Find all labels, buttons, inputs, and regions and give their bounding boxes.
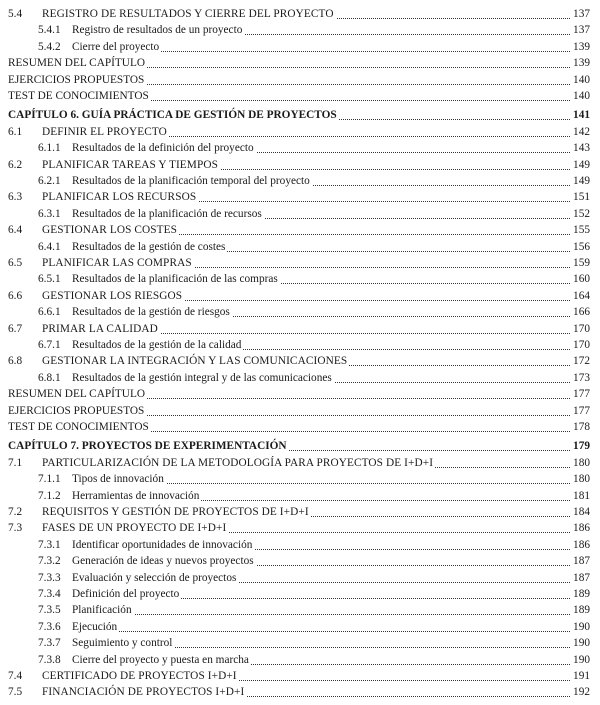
toc-entry-page: 184 — [570, 504, 590, 521]
toc-entry-number: 7.1 — [8, 456, 23, 469]
toc-entry-page: 190 — [570, 635, 590, 652]
toc-entry-page: 186 — [570, 537, 590, 554]
toc-entry-title: Cierre del proyecto — [72, 39, 161, 56]
toc-entry-title: FINANCIACIÓN DE PROYECTOS I+D+I — [42, 684, 246, 701]
toc-entry-page: 142 — [570, 124, 590, 141]
toc-entry-number: 6.3.1 — [38, 207, 61, 220]
toc-entry-number: 7.3 — [8, 522, 23, 535]
toc-entry-title: GESTIONAR LA INTEGRACIÓN Y LAS COMUNICACIONES — [42, 353, 349, 370]
toc-entry-page: 179 — [570, 438, 590, 455]
toc-entry-page: 155 — [570, 222, 590, 239]
toc-entry — [0, 72, 600, 89]
toc-entry — [0, 206, 600, 223]
toc-entry — [0, 189, 600, 206]
toc-entry-number: 6.8.1 — [38, 371, 61, 384]
toc-entry-page: 190 — [570, 619, 590, 636]
toc-entry-title: Herramientas de innovación — [72, 488, 201, 505]
toc-entry-page: 137 — [570, 6, 590, 23]
toc-entry-page: 181 — [570, 488, 590, 505]
toc-entry-title: CERTIFICADO DE PROYECTOS I+D+I — [42, 668, 239, 685]
toc-entry-number: 6.1.1 — [38, 142, 61, 155]
toc-entry-number: 7.3.6 — [38, 620, 61, 633]
toc-entry-title: Generación de ideas y nuevos proyectos — [72, 553, 256, 570]
toc-entry-number: 5.4.2 — [38, 40, 61, 53]
toc-entry-title: GESTIONAR LOS RIESGOS — [42, 288, 184, 305]
toc-entry-title: EJERCICIOS PROPUESTOS — [8, 403, 146, 420]
toc-entry-title: PLANIFICAR TAREAS Y TIEMPOS — [42, 157, 220, 174]
toc-entry-title: CAPÍTULO 6. GUÍA PRÁCTICA DE GESTIÓN DE PROYECTOS — [8, 107, 339, 124]
toc-entry-page: 137 — [570, 22, 590, 39]
toc-entry — [0, 22, 600, 39]
toc-entry-number: 6.8 — [8, 355, 23, 368]
toc-entry — [0, 321, 600, 338]
toc-entry — [0, 255, 600, 272]
toc-entry-title: DEFINIR EL PROYECTO — [42, 124, 169, 141]
toc-entry — [0, 140, 600, 157]
toc-entry — [0, 668, 600, 685]
toc-entry-page: 160 — [570, 271, 590, 288]
toc-entry-title: Cierre del proyecto y puesta en marcha — [72, 652, 251, 669]
toc-entry — [0, 239, 600, 256]
toc-entry-number: 7.3.3 — [38, 571, 61, 584]
toc-entry — [0, 635, 600, 652]
toc-entry-page: 180 — [570, 455, 590, 472]
toc-entry-number: 7.3.1 — [38, 538, 61, 551]
toc-entry-page: 173 — [570, 370, 590, 387]
toc-entry-page: 143 — [570, 140, 590, 157]
toc-entry-page: 177 — [570, 386, 590, 403]
toc-entry-page: 191 — [570, 668, 590, 685]
toc-entry-page: 178 — [570, 419, 590, 436]
toc-entry-title: RESUMEN DEL CAPÍTULO — [8, 386, 147, 403]
toc-entry — [0, 553, 600, 570]
toc-entry-page: 159 — [570, 255, 590, 272]
toc-entry-title: Resultados de la gestión de costes — [72, 239, 227, 256]
toc-entry-page: 139 — [570, 39, 590, 56]
toc-entry-page: 151 — [570, 189, 590, 206]
toc-entry — [0, 88, 600, 105]
toc-entry-number: 7.3.7 — [38, 637, 61, 650]
toc-entry-page: 166 — [570, 304, 590, 321]
toc-entry-number: 7.1.1 — [38, 473, 61, 486]
toc-entry — [0, 438, 600, 455]
toc-entry-number: 5.4.1 — [38, 24, 61, 37]
toc-entry-title: REQUISITOS Y GESTIÓN DE PROYECTOS DE I+D+I — [42, 504, 311, 521]
toc-entry-page: 190 — [570, 652, 590, 669]
toc-entry — [0, 403, 600, 420]
toc-entry — [0, 619, 600, 636]
toc-entry-number: 7.3.2 — [38, 555, 61, 568]
toc-entry-title: Seguimiento y control — [72, 635, 174, 652]
toc-entry-page: 187 — [570, 570, 590, 587]
toc-entry — [0, 419, 600, 436]
toc-entry-page: 186 — [570, 520, 590, 537]
toc-entry-title: Resultados de la definición del proyecto — [72, 140, 256, 157]
dot-leader — [72, 614, 588, 615]
toc-entry-number: 6.7 — [8, 322, 23, 335]
toc-entry-number: 6.6.1 — [38, 306, 61, 319]
toc-entry-title: TEST DE CONOCIMIENTOS — [8, 419, 151, 436]
toc-entry-page: 189 — [570, 586, 590, 603]
toc-entry-title: Resultados de la gestión de la calidad — [72, 337, 243, 354]
toc-entry-page: 177 — [570, 403, 590, 420]
toc-entry-title: Ejecución — [72, 619, 119, 636]
toc-entry-number: 7.4 — [8, 670, 23, 682]
toc-entry — [0, 353, 600, 370]
toc-entry — [0, 537, 600, 554]
toc-entry-page: 140 — [570, 72, 590, 89]
toc-entry-number: 6.6 — [8, 289, 23, 302]
toc-entry — [0, 157, 600, 174]
toc-entry-number: 6.1 — [8, 125, 23, 138]
toc-entry-page: 141 — [570, 107, 590, 124]
toc-entry — [0, 271, 600, 288]
toc-entry-title: FASES DE UN PROYECTO DE I+D+I — [42, 520, 228, 537]
toc-entry-title: Resultados de la gestión de riesgos — [72, 304, 232, 321]
toc-entry — [0, 570, 600, 587]
toc-entry-title: Evaluación y selección de proyectos — [72, 570, 238, 587]
toc-entry-page: 180 — [570, 471, 590, 488]
toc-entry — [0, 288, 600, 305]
toc-entry-page: 139 — [570, 55, 590, 72]
toc-entry-page: 149 — [570, 157, 590, 174]
toc-entry-title: PARTICULARIZACIÓN DE LA METODOLOGÍA PARA PROYECTOS DE I+D+I — [42, 455, 435, 472]
toc-entry-number: 6.3 — [8, 191, 23, 204]
toc-entry-title: RESUMEN DEL CAPÍTULO — [8, 55, 147, 72]
toc-entry-title: PRIMAR LA CALIDAD — [42, 321, 160, 338]
toc-entry-title: REGISTRO DE RESULTADOS Y CIERRE DEL PROYECTO — [42, 6, 336, 23]
toc-entry-number: 6.2 — [8, 158, 23, 171]
toc-entry-title: Registro de resultados de un proyecto — [72, 22, 244, 39]
toc-entry-title: GESTIONAR LOS COSTES — [42, 222, 179, 239]
toc-entry — [0, 652, 600, 669]
toc-entry-page: 156 — [570, 239, 590, 256]
toc-entry — [0, 39, 600, 56]
toc-entry-number: 5.4 — [8, 8, 23, 20]
toc-entry-number: 6.7.1 — [38, 339, 61, 351]
toc-entry — [0, 586, 600, 603]
toc-entry — [0, 520, 600, 537]
toc-entry-number: 7.3.4 — [38, 588, 61, 600]
toc-entry — [0, 107, 600, 124]
toc-entry-page: 152 — [570, 206, 590, 223]
toc-entry-number: 6.4 — [8, 224, 23, 237]
toc-entry-title: PLANIFICAR LOS RECURSOS — [42, 189, 198, 206]
toc-entry — [0, 370, 600, 387]
toc-entry-page: 170 — [570, 337, 590, 354]
toc-entry-title: CAPÍTULO 7. PROYECTOS DE EXPERIMENTACIÓN — [8, 438, 289, 455]
toc-entry-page: 149 — [570, 173, 590, 190]
toc-entry — [0, 684, 600, 701]
toc-entry-page: 187 — [570, 553, 590, 570]
toc-entry-page: 140 — [570, 88, 590, 105]
toc-entry-title: TEST DE CONOCIMIENTOS — [8, 88, 151, 105]
toc-entry-number: 7.5 — [8, 686, 23, 699]
toc-entry — [0, 488, 600, 505]
toc-entry — [0, 222, 600, 239]
toc-entry-number: 7.3.8 — [38, 653, 61, 666]
toc-entry-title: Resultados de la planificación de las compras — [72, 271, 280, 288]
toc-entry — [0, 386, 600, 403]
toc-entry-page: 192 — [570, 684, 590, 701]
toc-entry — [0, 6, 600, 23]
toc-entry-title: EJERCICIOS PROPUESTOS — [8, 72, 146, 89]
toc-entry — [0, 173, 600, 190]
toc-entry-number: 6.5 — [8, 257, 23, 269]
toc-entry-page: 164 — [570, 288, 590, 305]
toc-entry-title: Resultados de la gestión integral y de las comunicaciones — [72, 370, 334, 387]
dot-leader — [72, 631, 588, 632]
toc-entry-page: 172 — [570, 353, 590, 370]
toc-entry — [0, 55, 600, 72]
toc-entry — [0, 471, 600, 488]
toc-entry-number: 7.2 — [8, 506, 23, 518]
toc-entry-number: 6.5.1 — [38, 273, 61, 286]
toc-entry-title: Resultados de la planificación de recursos — [72, 206, 264, 223]
toc-entry — [0, 304, 600, 321]
toc-entry-title: Definición del proyecto — [72, 586, 181, 603]
toc-entry-title: Resultados de la planificación temporal del proyecto — [72, 173, 312, 190]
toc-entry-number: 7.1.2 — [38, 489, 61, 502]
toc-entry-number: 6.4.1 — [38, 240, 61, 253]
toc-entry-title: Tipos de innovación — [72, 471, 166, 488]
toc-entry — [0, 602, 600, 619]
toc-entry — [0, 124, 600, 141]
toc-entry-number: 7.3.5 — [38, 604, 61, 617]
toc-entry-page: 170 — [570, 321, 590, 338]
toc-entry — [0, 455, 600, 472]
toc-entry — [0, 504, 600, 521]
toc-entry-title: PLANIFICAR LAS COMPRAS — [42, 255, 194, 272]
toc-entry-title: Identificar oportunidades de innovación — [72, 537, 254, 554]
toc-entry-number: 6.2.1 — [38, 175, 61, 187]
toc-entry-title: Planificación — [72, 602, 134, 619]
toc-entry-page: 189 — [570, 602, 590, 619]
toc-entry — [0, 337, 600, 354]
